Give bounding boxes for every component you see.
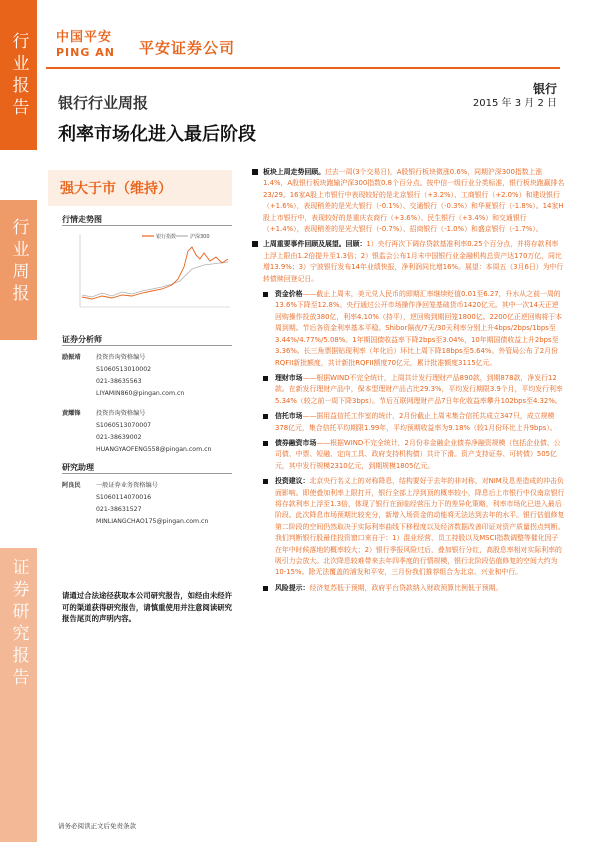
- sidebar: [0, 0, 37, 842]
- rating-label: 强大于市（维持）: [60, 181, 172, 197]
- body-paragraph: [245, 583, 565, 594]
- paragraph-lead: 信托市场: [275, 412, 303, 421]
- sidebar-segment-weekly: [0, 200, 37, 340]
- contact-cert-number: S1060114070016: [96, 494, 152, 501]
- bullet-square-icon: [263, 292, 268, 297]
- bullet-square-icon: [263, 441, 268, 446]
- analyst-card: [62, 408, 234, 456]
- paragraph-lead: 资金价格: [275, 290, 303, 299]
- paragraph-lead: 上周重要事件回顾及展望。回顾：: [263, 240, 367, 249]
- trend-line-bank: [82, 247, 228, 299]
- analyst-info: [96, 352, 236, 400]
- report-title: 利率市场化进入最后阶段: [58, 124, 256, 145]
- sidebar-label-report-type: 行业报告: [8, 32, 29, 120]
- analyst-cert-number: S1060513010002: [96, 366, 152, 373]
- company-name: 平安证券公司: [139, 39, 236, 57]
- contact-email: MINLIANGCHAO175@pingan.com.cn: [96, 518, 209, 525]
- body-paragraph: [245, 289, 565, 369]
- legend-label-bank: 银行指数: [156, 234, 177, 240]
- bullet-square-icon: [263, 479, 268, 484]
- trend-chart-heading: 行情走势图: [62, 215, 102, 224]
- report-type: 银行行业周报: [58, 94, 149, 112]
- trend-chart-divider: [62, 225, 232, 226]
- contact-phone: 021-38631527: [96, 506, 142, 513]
- contact-card: [62, 480, 234, 528]
- analysts-divider: [62, 345, 232, 346]
- contact-info: [96, 480, 236, 528]
- industry-label: 银行: [532, 82, 557, 96]
- paragraph-text: 过去一周(3个交易日)，A股银行板块微涨0.6%，同期沪深300指数上涨1.4%，A股银行板块跑输沪深300指数0.8个百分点。按中信一级行业分类标准，银行板块跑赢排名23/29。16家A股上市银行中表现较好的是北京银行（+3.2%）、工商银行（+2.0%）和建设银行（+1.6%），表现稍差的是光大银行（-0.1%）、交通银行（-0.3%）和华夏银行（-1.8%）。14家H股上市银行中，表现较好的是重庆农商行（+3.6%）、民生银行（+3.4%）和交通银行（+1.4%），表现稍差的是光大银行（-0.7%）、招商银行（-1.0%）和盛京银行（-1.7%）。: [263, 168, 565, 234]
- analyst-phone: 021-38639002: [96, 434, 142, 441]
- body-paragraph: [245, 411, 565, 434]
- sidebar-segment-report-type: [0, 0, 37, 150]
- bullet-square-icon: [263, 414, 268, 419]
- analyst-email: HUANGYAOFENG558@pingan.com.cn: [96, 446, 212, 453]
- analyst-cert-number: S1060513070007: [96, 422, 152, 429]
- sidebar-label-research: 证券研究报告: [8, 558, 29, 690]
- contact-cert-label: 一般证券业务资格编号: [96, 482, 158, 489]
- analyst-name: 励振靖: [62, 354, 81, 361]
- legend-label-hs300: 沪深300: [190, 234, 210, 240]
- analyst-card: [62, 352, 234, 400]
- disclaimer-text: 请通过合法途径获取本公司研究报告，如经由未经许可的渠道获得研究报告，请慎重使用并注意阅读研究报告尾页的声明内容。: [62, 591, 232, 623]
- paragraph-lead: 投资建议：: [275, 477, 310, 486]
- bullet-square-icon: [252, 169, 258, 175]
- paragraph-text: ——据用益信托工作室的统计，2月份截止上周末集合信托共成立347只，成立规模378亿元，集合信托平均期限1.99年，平均预期收益率为9.18%（较1月份环比上升9bps）。: [275, 412, 557, 432]
- paragraph-text: ——根据WIND不完全统计，上周共计发行理财产品890款，到期878款，净发行12款。在新发行理财产品中，保本型理财产品占比29.3%，平均发行期限3.9个月，平均发行利率5.34%（较之前一周下降3bps）。节后互联网理财产品7日年化收益率攀升102bps至4.32%。: [275, 373, 563, 405]
- paragraph-lead: 债券融资市场: [275, 438, 317, 447]
- paragraph-text: 北京央行名义上的对称降息，结构要好于去年的非对称，对NIM及息差造成的冲击负面影响。即使叠加利率上限打开，银行全部上浮到顶的概率较小，降息后上市银行中仅南京银行将存款利率上浮至1.3倍，体现了银行在面临经营压力下的差异化策略，利率市场化已进入最后阶段。此次降息市场预期比较充分，新增入场资金的动能将无法达到去年的水平。银行估值修复第二阶段的空间仍然取决于实际利率曲线下移程度以及经济数据改善印证对资产质量拐点判断。我们判断银行股最佳投资窗口来自于：1）混业经营、员工持股以及MSCI指数调整等催化因子在年中时候落地的概率较大；2）银行季报风险过后，叠加银行分红，高股息率相对实际利率的吸引力会放大。北次降息较难带来去年四季度的行情规模，银行北阶段估值修复的空间大约为10-15%。除无法覆盖的浦发和平安，三月份我们推荐组合为北京、兴业和中行。: [275, 477, 565, 577]
- analyst-email: LIYAMIN860@pingan.com.cn: [96, 390, 185, 397]
- body-paragraph: [245, 476, 565, 579]
- trend-chart: [62, 229, 232, 329]
- report-body: [245, 167, 565, 598]
- paragraph-lead: 理财市场: [275, 373, 303, 382]
- analyst-cert-label: 投资咨询资格编号: [96, 410, 146, 417]
- paragraph-lead: 板块上周走势回顾。: [263, 168, 326, 176]
- sidebar-segment-research: [0, 548, 37, 842]
- paragraph-text: 经济复苏低于预期，政府平台贷款纳入财政预算比例低于预期。: [309, 583, 503, 592]
- body-paragraph: [245, 438, 565, 472]
- report-date: 2015 年 3 月 2 日: [472, 98, 557, 109]
- body-paragraph: [245, 239, 565, 285]
- bullet-square-icon: [263, 586, 268, 591]
- analysts-heading: 证券分析师: [62, 335, 102, 344]
- paragraph-text: ——截止上周末，美元兑人民币的即期汇率继续贬值0.01至6.27，升水从之前一周的13.6%下降至12.8%。央行通过公开市场操作净回笼基础货币1420亿元。其中一次14天正逆回购操作投放380亿，利率4.10%（持平），逆回购到期回笼1800亿。2200亿正逆回购将于本周到期。节后各资金利率基本平稳。Shibor隔夜/7天/30天利率分别上升4bps/2bps/1bps至3.44%/4.77%/5.08%。1年期国债收益率下降2bps至3.04%，10年期国债收益上升2bps至3.36%。长三角票据贴现利率（年化后）环比上周下降18bps至5.64%。外管局公布了2月份RQFII新批额度，共计新批RQFII额度70亿元，累计批准额度3115亿元。: [275, 290, 563, 367]
- contact-name: 阿良民: [62, 482, 81, 489]
- trend-line-hs300: [82, 262, 228, 297]
- bullet-square-icon: [263, 376, 268, 381]
- contact-divider: [62, 473, 232, 474]
- pingan-logo: [56, 26, 115, 59]
- bullet-square-icon: [252, 241, 258, 247]
- analyst-name: 黄耀锋: [62, 410, 81, 417]
- paragraph-text: ——根据WIND不完全统计，2月份非金融企业债券净融资规模（包括企业债、公司债、中票、短融、定向工具、政府支持机构债）共计下滑。资产支持证券、可转债）505亿元，其中发行规模2310亿元，到期规模1805亿元。: [275, 438, 561, 470]
- analyst-phone: 021-38635563: [96, 378, 142, 385]
- analyst-cert-label: 投资咨询资格编号: [96, 354, 146, 361]
- body-paragraph: [245, 167, 565, 235]
- body-paragraph: [245, 373, 565, 407]
- paragraph-lead: 风险提示：: [275, 583, 310, 592]
- logo-en: PING AN: [56, 46, 115, 59]
- footer-note: 请务必阅读正文后免责条款: [58, 822, 136, 830]
- logo-cn: 中国平安: [56, 30, 113, 45]
- header-divider: [46, 67, 560, 69]
- sidebar-label-weekly: 行业周报: [8, 218, 29, 306]
- analyst-info: [96, 408, 236, 456]
- paragraph-text: 1）央行再次下调存贷款基准利率0.25个百分点，并将存款利率上浮上限由1.2倍提升至1.3倍；2）银监会公布1月末中国银行业金融机构总资产达170万亿，同比增13.9%；3）宁波银行发布14年业绩快报，净利润同比增16%。展望：本周五（3月6日）为中行转债赎回登记日。: [263, 240, 564, 283]
- contact-heading: 研究助理: [62, 463, 94, 472]
